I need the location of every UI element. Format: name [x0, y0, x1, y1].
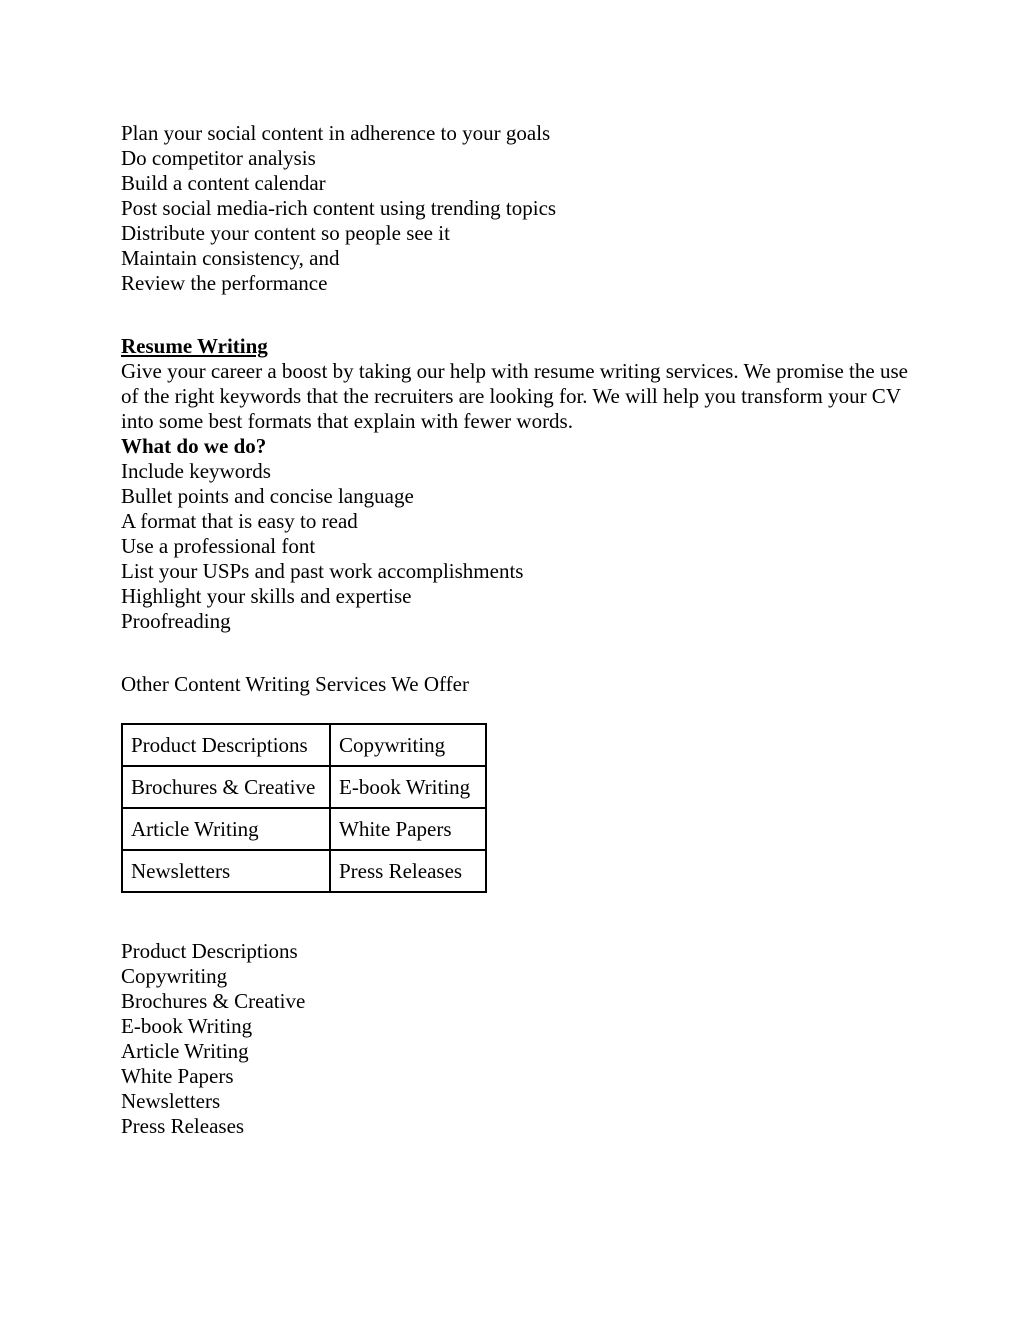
- services-table: [121, 723, 487, 893]
- list-item: Maintain consistency, and: [121, 246, 340, 270]
- table-cell: Brochures & Creative: [122, 766, 330, 808]
- table-row: [122, 724, 486, 766]
- services-list: [121, 939, 921, 1139]
- table-cell: Press Releases: [330, 850, 486, 892]
- resume-items-list: [121, 459, 921, 634]
- list-item: Post social media-rich content using trending topics: [121, 196, 557, 220]
- other-services-heading: Other Content Writing Services We Offer: [121, 672, 469, 696]
- table-row: [122, 766, 486, 808]
- list-item: Use a professional font: [121, 534, 316, 558]
- social-steps-list: [121, 121, 921, 296]
- list-item: Proofreading: [121, 609, 231, 633]
- resume-intro: Give your career a boost by taking our help with resume writing services. We promise the use of the right keywords that the recruiters are looking for. We will help you transform your CV into some best formats that explain with fewer words.: [121, 359, 908, 433]
- document-page: [121, 121, 921, 1139]
- table-cell: Article Writing: [122, 808, 330, 850]
- list-item: Article Writing: [121, 1039, 249, 1063]
- list-item: Highlight your skills and expertise: [121, 584, 412, 608]
- resume-heading: Resume Writing: [121, 334, 268, 358]
- list-item: Build a content calendar: [121, 171, 326, 195]
- table-cell: White Papers: [330, 808, 486, 850]
- list-item: Brochures & Creative: [121, 989, 306, 1013]
- table-cell: Product Descriptions: [122, 724, 330, 766]
- table-row: [122, 850, 486, 892]
- list-item: Do competitor analysis: [121, 146, 316, 170]
- list-item: Plan your social content in adherence to your goals: [121, 121, 551, 145]
- list-item: Product Descriptions: [121, 939, 298, 963]
- table-cell: Copywriting: [330, 724, 486, 766]
- resume-section: [121, 334, 921, 634]
- list-item: Include keywords: [121, 459, 271, 483]
- other-services-section: [121, 672, 921, 1139]
- list-item: E-book Writing: [121, 1014, 253, 1038]
- list-item: Press Releases: [121, 1114, 245, 1138]
- list-item: A format that is easy to read: [121, 509, 358, 533]
- resume-subheading: What do we do?: [121, 434, 267, 458]
- table-cell: E-book Writing: [330, 766, 486, 808]
- table-cell: Newsletters: [122, 850, 330, 892]
- list-item: Bullet points and concise language: [121, 484, 414, 508]
- list-item: Copywriting: [121, 964, 228, 988]
- list-item: White Papers: [121, 1064, 234, 1088]
- list-item: Newsletters: [121, 1089, 221, 1113]
- list-item: List your USPs and past work accomplishments: [121, 559, 524, 583]
- list-item: Review the performance: [121, 271, 328, 295]
- list-item: Distribute your content so people see it: [121, 221, 450, 245]
- table-row: [122, 808, 486, 850]
